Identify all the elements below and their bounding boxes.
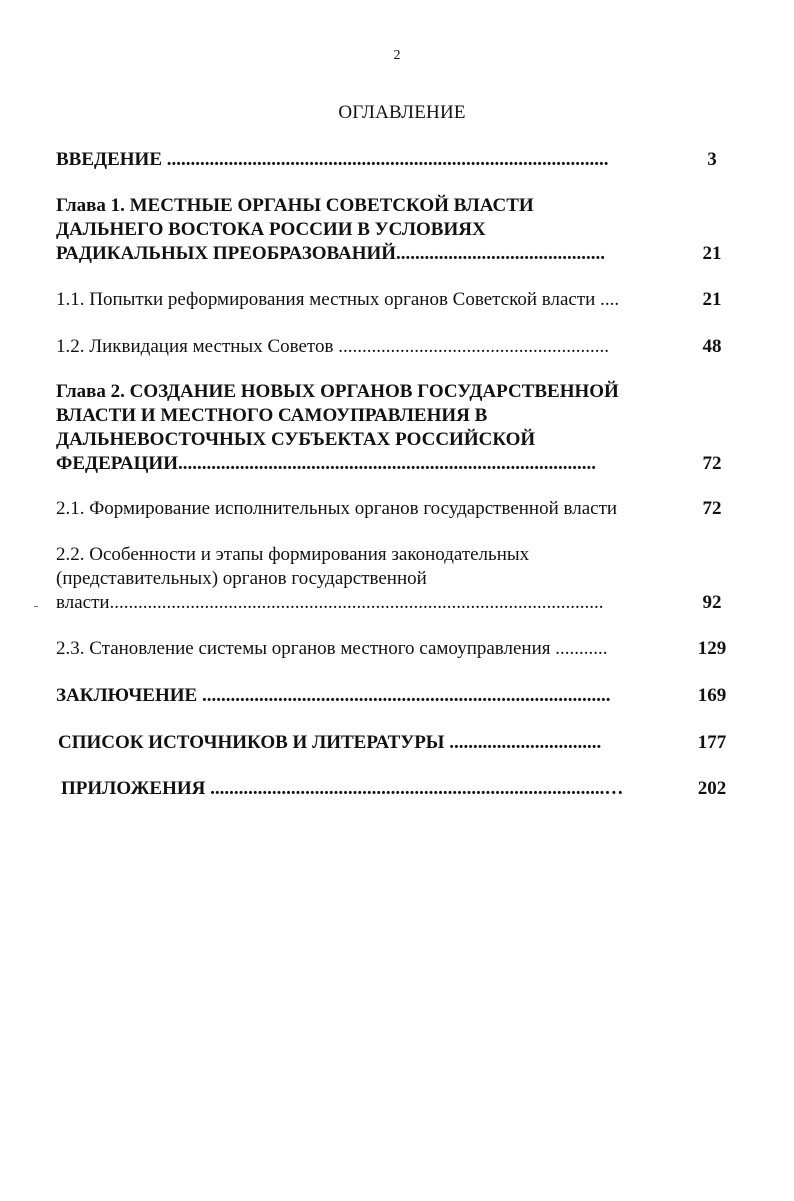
toc-page-bibliography: 177 <box>697 732 727 753</box>
toc-page-section-1-1: 21 <box>702 289 722 310</box>
toc-page-conclusion: 169 <box>697 685 727 706</box>
toc-page-section-2-2: 92 <box>702 592 722 613</box>
toc-entry-section-2-2 <box>56 543 656 615</box>
toc-title: ОГЛАВЛЕНИЕ <box>338 102 466 123</box>
toc-page-section-2-1: 72 <box>702 498 722 519</box>
toc-entry-line: 2.1. Формирование исполнительных органов государственной власти <box>56 498 618 519</box>
toc-entry-line: ВВЕДЕНИЕ ............................................................................................. <box>56 149 609 170</box>
toc-entry-line: 1.1. Попытки реформирования местных органов Советской власти .... <box>56 289 620 310</box>
toc-entry-section-2-3 <box>56 637 656 661</box>
toc-entry-conclusion <box>56 684 656 708</box>
toc-entry-line: РАДИКАЛЬНЫХ ПРЕОБРАЗОВАНИЙ............................................ <box>56 243 606 264</box>
page-number: 2 <box>393 48 401 63</box>
toc-entry-section-1-1 <box>56 288 656 312</box>
stray-mark <box>34 606 38 607</box>
toc-entry-chapter-2 <box>56 380 656 476</box>
toc-entry-line: Глава 2. СОЗДАНИЕ НОВЫХ ОРГАНОВ ГОСУДАРСТВЕННОЙ <box>56 381 619 402</box>
toc-entry-line: 2.2. Особенности и этапы формирования законодательных <box>56 544 530 565</box>
toc-entry-line: ДАЛЬНЕГО ВОСТОКА РОССИИ В УСЛОВИЯХ <box>56 219 486 240</box>
toc-entry-line: ФЕДЕРАЦИИ........................................................................................ <box>56 453 596 474</box>
toc-page-appendices: 202 <box>697 778 727 799</box>
toc-entry-line: Глава 1. МЕСТНЫЕ ОРГАНЫ СОВЕТСКОЙ ВЛАСТИ <box>56 195 534 216</box>
toc-page-chapter-2: 72 <box>702 453 722 474</box>
toc-entry-appendices <box>61 777 661 801</box>
toc-entry-line: 2.3. Становление системы органов местного самоуправления ........... <box>56 638 608 659</box>
toc-entry-line: (представительных) органов государственной <box>56 568 427 589</box>
toc-page-section-2-3: 129 <box>697 638 727 659</box>
toc-page-section-1-2: 48 <box>702 336 722 357</box>
toc-entry-line: ПРИЛОЖЕНИЯ ...................................................................................… <box>61 778 624 799</box>
toc-entry-section-2-1 <box>56 497 656 521</box>
toc-entry-introduction <box>56 148 656 172</box>
toc-entry-line: ЗАКЛЮЧЕНИЕ ...................................................................................... <box>56 685 611 706</box>
toc-entry-chapter-1 <box>56 194 656 266</box>
toc-entry-bibliography <box>58 731 658 755</box>
toc-entry-line: власти........................................................................................................ <box>56 592 604 613</box>
toc-entry-line: ДАЛЬНЕВОСТОЧНЫХ СУБЪЕКТАХ РОССИЙСКОЙ <box>56 429 536 450</box>
toc-entry-line: 1.2. Ликвидация местных Советов ......................................................... <box>56 336 609 357</box>
toc-page-chapter-1: 21 <box>702 243 722 264</box>
toc-entry-line: СПИСОК ИСТОЧНИКОВ И ЛИТЕРАТУРЫ ................................ <box>58 732 602 753</box>
toc-entry-line: ВЛАСТИ И МЕСТНОГО САМОУПРАВЛЕНИЯ В <box>56 405 488 426</box>
toc-page-introduction: 3 <box>707 149 717 170</box>
toc-entry-section-1-2 <box>56 335 656 359</box>
